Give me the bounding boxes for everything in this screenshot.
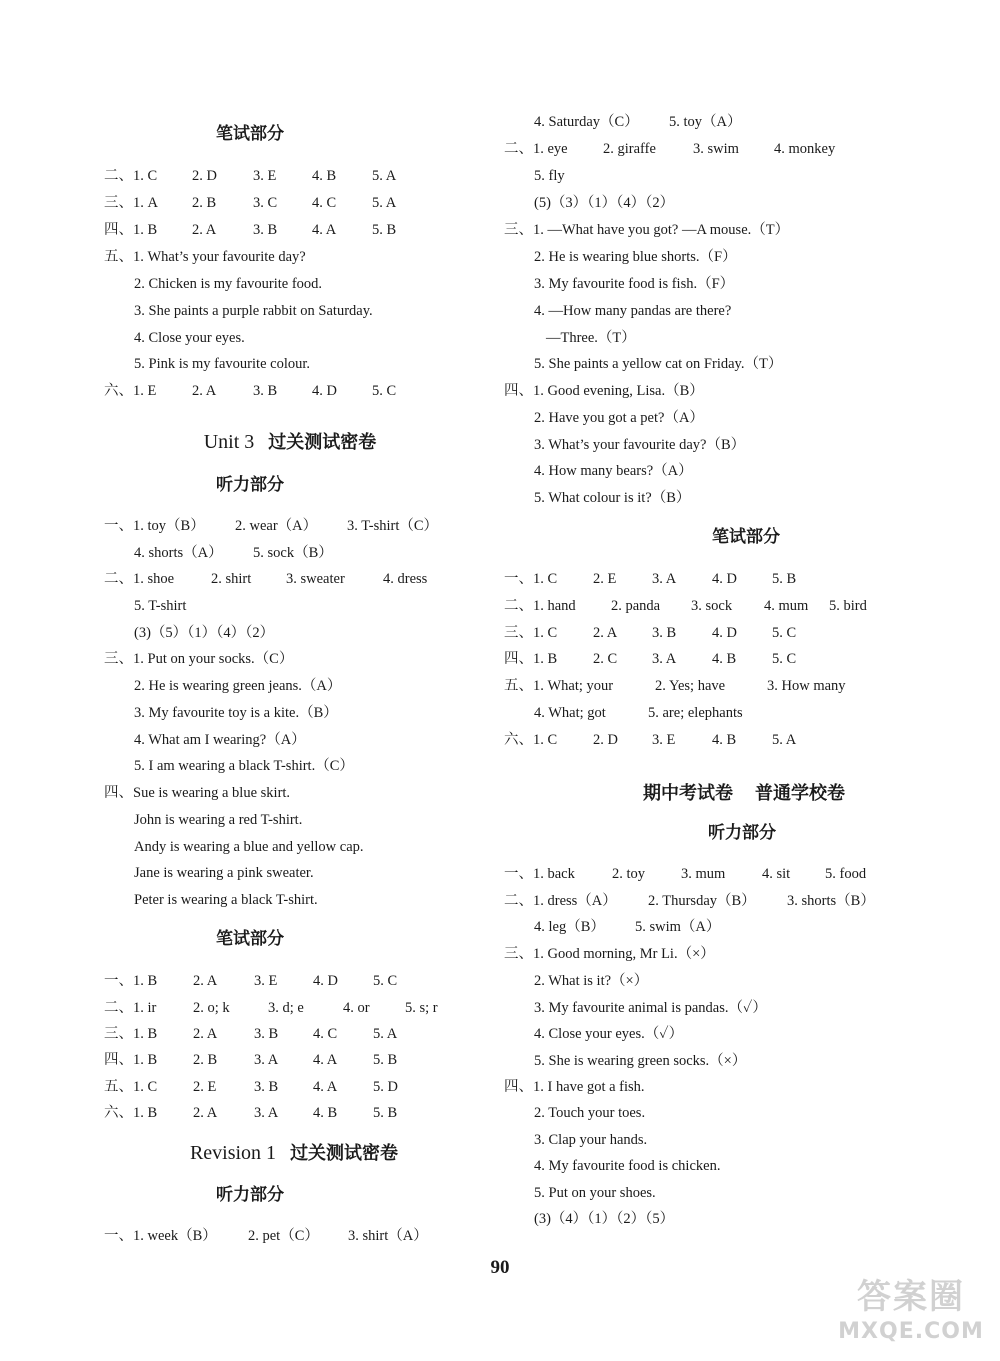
- section-heading-written: 笔试部分: [216, 124, 284, 144]
- answer-line: 三、1. Good morning, Mr Li.（×）: [504, 946, 715, 962]
- answer-line: John is wearing a red T-shirt.: [134, 812, 303, 828]
- answer-line: 5. She is wearing green socks.（×）: [534, 1053, 747, 1069]
- answer-line: 四、1. I have got a fish.: [504, 1079, 645, 1095]
- answer-line: 5. I am wearing a black T-shirt.（C）: [134, 758, 354, 774]
- answer-line: 2. What is it?（×）: [534, 973, 649, 989]
- answer-line: —Three.（T）: [546, 330, 636, 346]
- section-heading-listening: 听力部分: [216, 475, 284, 495]
- midterm-title: 期中考试卷 普通学校卷: [643, 783, 845, 804]
- order-line: (3)（4）（1）（2）（5）: [534, 1211, 675, 1227]
- answer-line: 3. She paints a purple rabbit on Saturday.: [134, 303, 373, 319]
- watermark-url: MXQE.COM: [838, 1319, 984, 1344]
- answer-line: 3. What’s your favourite day?（B）: [534, 437, 746, 453]
- watermark-logo: [836, 1275, 986, 1353]
- answer-line: 4. How many bears?（A）: [534, 463, 693, 479]
- answer-line: 5. fly: [534, 168, 565, 184]
- answer-line: 5. Pink is my favourite colour.: [134, 356, 310, 372]
- answer-line: Andy is wearing a blue and yellow cap.: [134, 839, 364, 855]
- answer-line: 4. What am I wearing?（A）: [134, 732, 306, 748]
- answer-line: 5. What colour is it?（B）: [534, 490, 691, 506]
- answer-line: 5. T-shirt: [134, 598, 187, 614]
- answer-line: 四、Sue is wearing a blue skirt.: [104, 785, 291, 801]
- answer-line: 5. She paints a yellow cat on Friday.（T）: [534, 356, 783, 372]
- section-heading-listening: 听力部分: [708, 823, 776, 843]
- answer-line: 4. Close your eyes.: [134, 330, 245, 346]
- section-heading-listening: 听力部分: [216, 1185, 284, 1205]
- order-line: (3)（5）（1）（4）（2）: [134, 625, 275, 641]
- answer-line: 3. My favourite toy is a kite.（B）: [134, 705, 338, 721]
- answer-line: 2. Chicken is my favourite food.: [134, 276, 323, 292]
- order-line: (5)（3）（1）（4）（2）: [534, 195, 675, 211]
- section-heading-written: 笔试部分: [216, 929, 284, 949]
- answer-line: 三、1. —What have you got? —A mouse.（T）: [504, 222, 790, 238]
- answer-line: 5. Put on your shoes.: [534, 1185, 656, 1201]
- answer-line: 4. Close your eyes.（✓）: [534, 1026, 684, 1042]
- answer-line: 2. Have you got a pet?（A）: [534, 410, 704, 426]
- revision1-title: Revision 1 过关测试密卷: [189, 1142, 399, 1164]
- section-heading-written: 笔试部分: [712, 527, 780, 547]
- answer-line: Peter is wearing a black T-shirt.: [134, 892, 318, 908]
- answer-line: 2. He is wearing blue shorts.（F）: [534, 249, 737, 265]
- answer-line: 3. Clap your hands.: [534, 1132, 648, 1148]
- answer-line: 4. —How many pandas are there?: [534, 303, 732, 319]
- answer-line: 四、1. Good evening, Lisa.（B）: [504, 383, 704, 399]
- answer-line: 4. My favourite food is chicken.: [534, 1158, 721, 1174]
- answer-line: 五、1. What’s your favourite day?: [104, 249, 306, 265]
- page-number: 90: [490, 1257, 510, 1278]
- answer-line: 三、1. Put on your socks.（C）: [104, 651, 294, 667]
- answer-line: 3. My favourite animal is pandas.（✓）: [534, 1000, 767, 1016]
- unit3-title: Unit 3 过关测试密卷: [203, 431, 377, 453]
- watermark-text: 答案圈: [857, 1277, 965, 1317]
- answer-line: 3. My favourite food is fish.（F）: [534, 276, 735, 292]
- answer-line: Jane is wearing a pink sweater.: [134, 865, 314, 881]
- answer-line: 2. He is wearing green jeans.（A）: [134, 678, 342, 694]
- answer-line: 2. Touch your toes.: [534, 1105, 646, 1121]
